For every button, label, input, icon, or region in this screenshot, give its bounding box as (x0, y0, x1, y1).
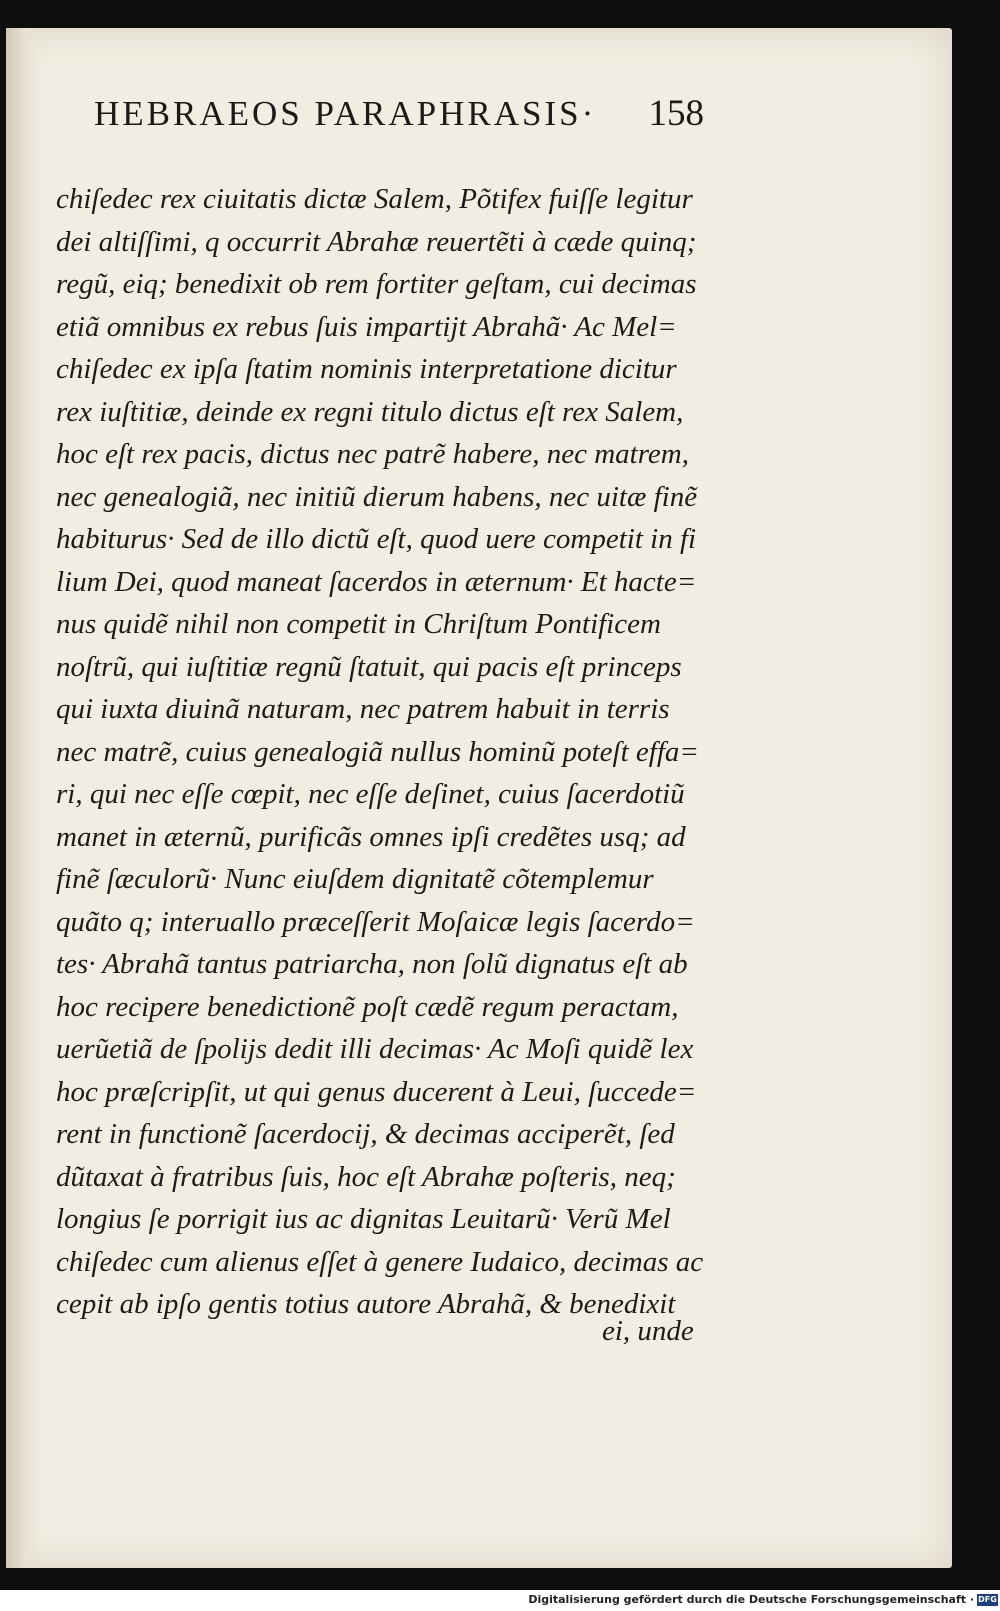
text-line: hoc præſcripſit, ut qui genus ducerent à Leui, ſuccede= (56, 1075, 697, 1108)
text-line: chiſedec cum alienus eſſet à genere Iudaico, decimas ac (56, 1245, 704, 1278)
text-line: dũtaxat à fratribus ſuis, hoc eſt Abrahæ poſteris, neq; (56, 1160, 676, 1193)
book-page (6, 28, 952, 1568)
text-block (56, 178, 736, 1326)
text-line: rex iuſtitiæ, deinde ex regni titulo dictus eſt rex Salem, (56, 395, 684, 428)
text-line: hoc recipere benedictionẽ poſt cædẽ regum peractam, (56, 990, 679, 1023)
text-line: tes· Abrahã tantus patriarcha, non ſolũ dignatus eſt ab (56, 948, 688, 980)
text-line: regũ, eiq; benedixit ob rem fortiter geſtam, cui decimas (56, 268, 697, 300)
catchword: ei, unde (602, 1315, 694, 1347)
text-line: quãto q; interuallo præceſſerit Moſaicæ legis ſacerdo= (56, 905, 695, 938)
text-line: noſtrũ, qui iuſtitiæ regnũ ſtatuit, qui pacis eſt princeps (56, 650, 682, 683)
text-line: finẽ ſæculorũ· Nunc eiuſdem dignitatẽ cõtemplemur (56, 863, 654, 895)
page-header (94, 94, 704, 144)
text-line: chiſedec rex ciuitatis dictæ Salem, Põtifex fuiſſe legitur (56, 183, 693, 215)
text-line: manet in æternũ, purificãs omnes ipſi credẽtes usq; ad (56, 820, 686, 853)
text-line: nus quidẽ nihil non competit in Chriſtum Pontificem (56, 608, 661, 640)
page-gutter (6, 28, 40, 1568)
text-line: cepit ab ipſo gentis totius autore Abrahã, & benedixit (56, 1288, 676, 1320)
text-line: uerũetiã de ſpolijs dedit illi decimas· Ac Moſi quidẽ lex (56, 1033, 694, 1065)
text-line: longius ſe porrigit ius ac dignitas Leuitarũ· Verũ Mel (56, 1203, 671, 1235)
text-line: ri, qui nec eſſe cœpit, nec eſſe deſinet, cuius ſacerdotiũ (56, 778, 685, 810)
text-line: nec matrẽ, cuius genealogiã nullus hominũ poteſt effa= (56, 735, 699, 768)
text-line: habiturus· Sed de illo dictũ eſt, quod uere competit in fi (56, 523, 697, 555)
text-line: dei altiſſimi, q occurrit Abrahæ reuertẽti à cæde quinq; (56, 225, 697, 258)
text-line: lium Dei, quod maneat ſacerdos in æternum· Et hacte= (56, 565, 697, 598)
page-number: 158 (648, 93, 704, 134)
text-line: chiſedec ex ipſa ſtatim nominis interpretatione dicitur (56, 353, 677, 385)
text-line: qui iuxta diuinã naturam, nec patrem habuit in terris (56, 693, 670, 725)
running-title: HEBRAEOS PARAPHRASIS· (94, 94, 597, 133)
text-line: hoc eſt rex pacis, dictus nec patrẽ habere, nec matrem, (56, 438, 689, 470)
text-line: rent in functionẽ ſacerdocij, & decimas acciperẽt, ſed (56, 1118, 675, 1150)
text-line: etiã omnibus ex rebus ſuis impartijt Abrahã· Ac Mel= (56, 310, 677, 343)
digitization-credit: Digitalisierung gefördert durch die Deutsche Forschungsgemeinschaft · (528, 1593, 974, 1606)
text-line: nec genealogiã, nec initiũ dierum habens, nec uitæ finẽ (56, 480, 698, 513)
dfg-logo: DFG (978, 1595, 997, 1604)
